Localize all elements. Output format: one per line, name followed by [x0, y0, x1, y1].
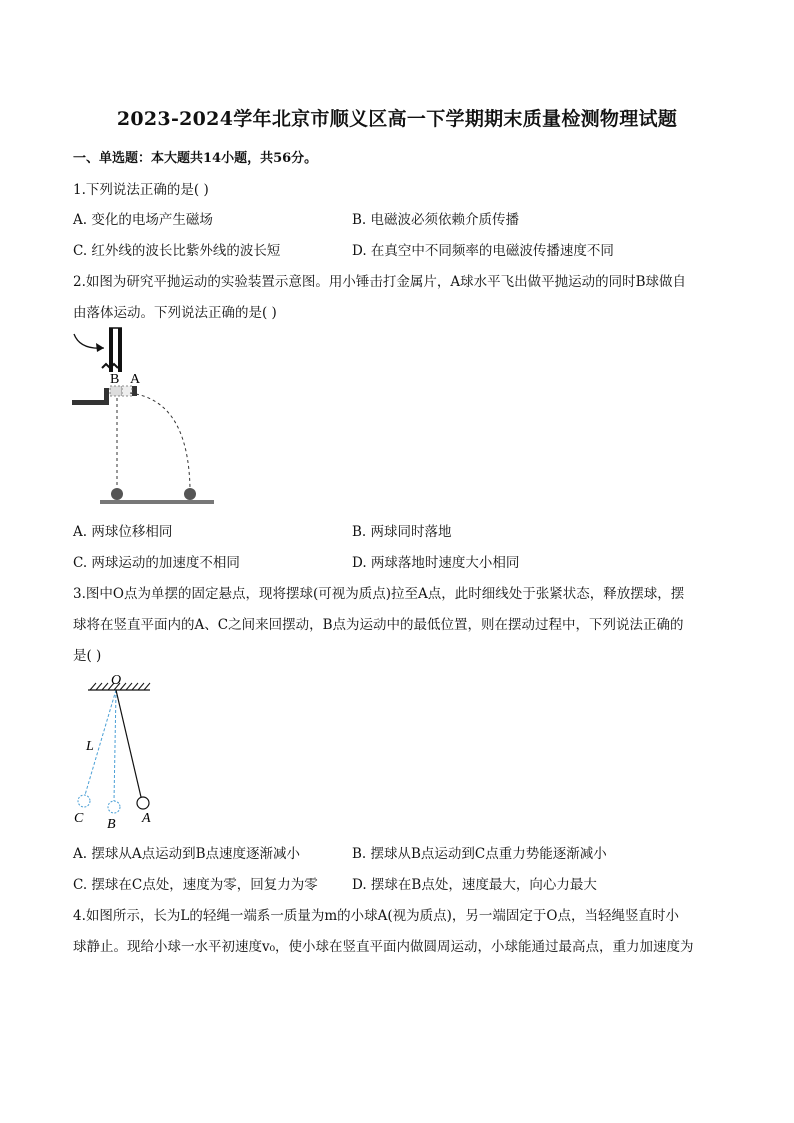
pivot-label-o: O [111, 673, 122, 688]
q3-stem-line3: 是( ) [73, 648, 102, 664]
string-label-l: L [86, 739, 94, 754]
q1-option-b: B. 电磁波必须依赖介质传播 [352, 212, 520, 228]
q1-option-c: C. 红外线的波长比紫外线的波长短 [73, 243, 281, 259]
q2-option-d: D. 两球落地时速度大小相同 [352, 555, 520, 571]
q3-stem-line1: 3.图中O点为单摆的固定悬点，现将摆球(可视为质点)拉至A点，此时细线处于张紧状态，释放摆球，摆 [73, 586, 685, 602]
q3-option-b: B. 摆球从B点运动到C点重力势能逐渐减小 [352, 846, 607, 862]
figure-label-b: B [110, 372, 120, 387]
q2-option-b: B. 两球同时落地 [352, 524, 452, 540]
q1-option-d: D. 在真空中不同频率的电磁波传播速度不同 [352, 243, 614, 259]
pendulum-figure [66, 670, 186, 836]
projectile-apparatus-figure [66, 326, 226, 512]
q2-stem-line1: 2.如图为研究平抛运动的实验装置示意图。用小锤击打金属片，A球水平飞出做平抛运动的同时B球做自 [73, 274, 687, 290]
q3-option-d: D. 摆球在B点处，速度最大，向心力最大 [352, 877, 597, 893]
section-heading: 一、单选题：本大题共14小题，共56分。 [73, 151, 318, 166]
q2-option-a: A. 两球位移相同 [73, 524, 173, 540]
figure-label-a: A [130, 372, 141, 387]
q1-stem: 1.下列说法正确的是( ) [73, 182, 209, 198]
exam-title: 2023-2024学年北京市顺义区高一下学期期末质量检测物理试题 [116, 108, 678, 130]
q3-stem-line2: 球将在竖直平面内的A、C之间来回摆动，B点为运动中的最低位置，则在摆动过程中，下列说法正确的 [73, 617, 684, 633]
q3-option-c: C. 摆球在C点处，速度为零，回复力为零 [73, 877, 318, 893]
position-label-a: A [142, 811, 151, 826]
q1-option-a: A. 变化的电场产生磁场 [73, 212, 213, 228]
q4-stem-line2: 球静止。现给小球一水平初速度v₀，使小球在竖直平面内做圆周运动，小球能通过最高点，重力加速度为 [73, 939, 694, 955]
position-label-c: C [74, 811, 84, 826]
q3-option-a: A. 摆球从A点运动到B点速度逐渐减小 [73, 846, 301, 862]
q2-stem-line2: 由落体运动。下列说法正确的是( ) [73, 305, 277, 321]
q4-stem-line1: 4.如图所示，长为L的轻绳一端系一质量为m的小球A(视为质点)，另一端固定于O点，当轻绳竖直时小 [73, 908, 679, 924]
q2-option-c: C. 两球运动的加速度不相同 [73, 555, 240, 571]
position-label-b: B [107, 817, 116, 832]
